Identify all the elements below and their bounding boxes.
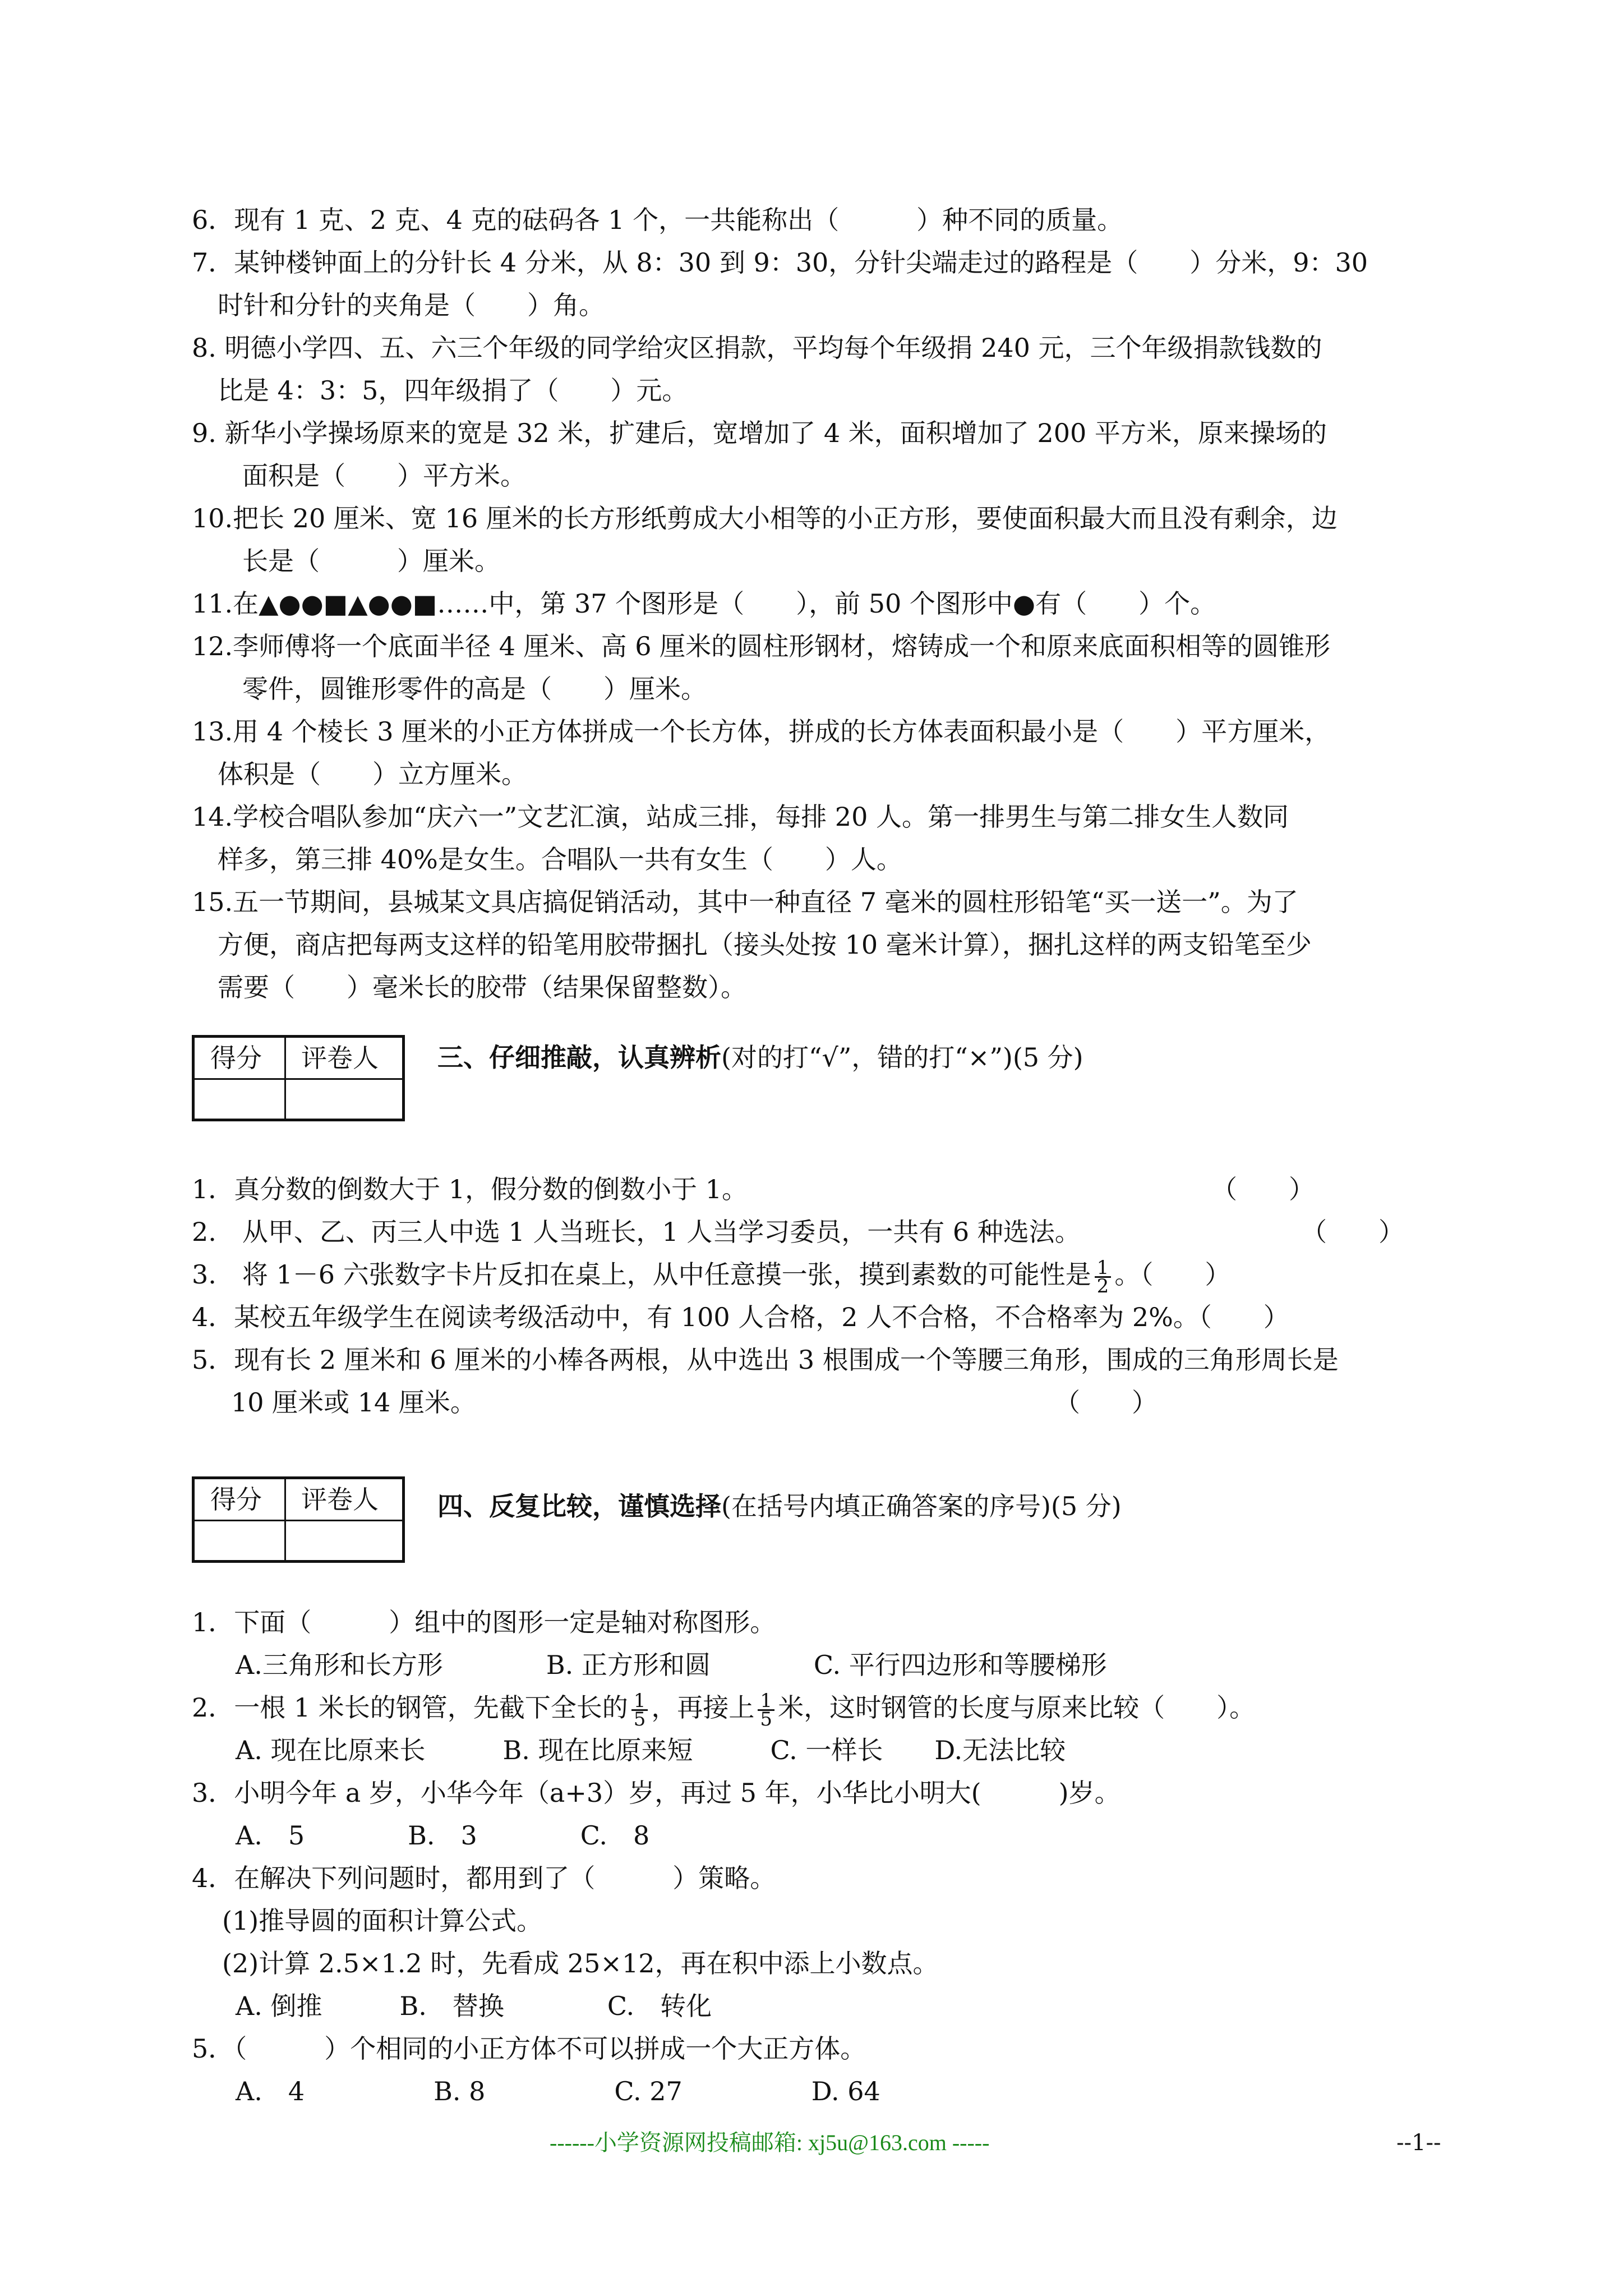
question-12-line1: 12.李师傅将一个底面半径 4 厘米、高 6 厘米的圆柱形钢材，熔铸成一个和原来底面积相等的圆锥形 <box>192 631 1331 661</box>
s4-question-2-text-mid: ，再接上 <box>651 1692 755 1723</box>
score-box-divider <box>195 1520 402 1521</box>
question-13-line1: 13.用 4 个棱长 3 厘米的小正方体拼成一个长方体，拼成的长方体表面积最小是（ ）平方厘米， <box>192 716 1331 747</box>
s4-question-2-text-end: 米，这时钢管的长度与原来比较（ ）。 <box>778 1692 1256 1723</box>
s3-question-5-answer-paren: （ ） <box>1054 1387 1158 1418</box>
fraction-one-fifth: $\frac{1}{5}$ <box>758 1692 774 1728</box>
s4-question-2-text: 2．一根 1 米长的钢管，先截下全长的 <box>192 1692 628 1723</box>
s4-question-1-options: A.三角形和长方形 B. 正方形和圆 C. 平行四边形和等腰梯形 <box>236 1650 1107 1680</box>
question-14-line1: 14.学校合唱队参加“庆六一”文艺汇演，站成三排，每排 20 人。第一排男生与第二排女生人数同 <box>192 802 1289 832</box>
score-label: 得分 <box>210 1043 262 1073</box>
question-14-line2: 样多，第三排 40%是女生。合唱队一共有女生（ ）人。 <box>218 844 902 875</box>
s3-question-2: 2. 从甲、乙、丙三人中选 1 人当班长，1 人当学习委员，一共有 6 种选法。 <box>192 1217 1081 1247</box>
section-4-title-rest: (在括号内填正确答案的序号)(5 分) <box>721 1491 1122 1521</box>
fraction-one-fifth: $\frac{1}{5}$ <box>631 1692 648 1728</box>
footer-email: ------小学资源网投稿邮箱: xj5u@163.com ----- <box>550 2130 990 2155</box>
s4-question-4: 4．在解决下列问题时，都用到了（ ）策略。 <box>192 1863 776 1893</box>
grader-label: 评卷人 <box>301 1043 379 1073</box>
section-3-title-rest: (对的打“√”，错的打“×”)(5 分) <box>721 1042 1083 1073</box>
question-12-line2: 零件，圆锥形零件的高是（ ）厘米。 <box>242 674 707 704</box>
score-box-divider <box>195 1078 402 1080</box>
question-6: 6．现有 1 克、2 克、4 克的砝码各 1 个，一共能称出（ ）种不同的质量。 <box>192 205 1123 235</box>
section-3-title-bold: 三、仔细推敲，认真辨析 <box>437 1042 721 1073</box>
question-15-line2: 方便，商店把每两支这样的铅笔用胶带捆扎（接头处按 10 毫米计算），捆扎这样的两支铅笔至少 <box>218 930 1312 960</box>
question-10-line2: 长是（ ）厘米。 <box>242 546 500 576</box>
score-box-section-4 <box>192 1476 405 1563</box>
s3-question-3 <box>192 1256 1231 1297</box>
score-box-section-3 <box>192 1035 405 1121</box>
s4-question-3: 3．小明今年 a 岁，小华今年（a+3）岁，再过 5 年，小华比小明大( )岁。 <box>192 1778 1121 1808</box>
s3-question-2-answer-paren: （ ） <box>1301 1217 1404 1247</box>
fraction-one-half: $\frac{1}{2}$ <box>1095 1259 1112 1295</box>
s3-question-5-line1: 5．现有长 2 厘米和 6 厘米的小棒各两根，从中选出 3 根围成一个等腰三角形，围成的三角形周长是 <box>192 1345 1339 1375</box>
question-7-line1: 7．某钟楼钟面上的分针长 4 分米，从 8：30 到 9：30，分针尖端走过的路程是（ ）分米，9：30 <box>192 247 1368 278</box>
question-15-line3: 需要（ ）毫米长的胶带（结果保留整数）。 <box>218 972 746 1002</box>
s3-question-3-answer-paren: 。（ ） <box>1114 1259 1231 1290</box>
s4-question-4-item-2: (2)计算 2.5×1.2 时，先看成 25×12，再在积中添上小数点。 <box>222 1948 939 1978</box>
question-7-line2: 时针和分针的夹角是（ ）角。 <box>218 290 605 320</box>
section-4-title <box>437 1489 1122 1523</box>
s4-question-2-options: A. 现在比原来长 B. 现在比原来短 C. 一样长 D.无法比较 <box>236 1735 1066 1765</box>
question-9-line1: 9. 新华小学操场原来的宽是 32 米，扩建后，宽增加了 4 米，面积增加了 200 平方米，原来操场的 <box>192 418 1327 448</box>
question-15-line1: 15.五一节期间，县城某文具店搞促销活动，其中一种直径 7 毫米的圆柱形铅笔“买一送一”。为了 <box>192 887 1298 917</box>
s4-question-4-options: A. 倒推 B. 替换 C. 转化 <box>236 1991 712 2021</box>
s3-question-1-answer-paren: （ ） <box>1211 1174 1315 1204</box>
page-number: --1-- <box>1396 2130 1441 2156</box>
question-13-line2: 体积是（ ）立方厘米。 <box>218 759 527 789</box>
s4-question-4-item-1: (1)推导圆的面积计算公式。 <box>222 1906 543 1936</box>
s4-question-2 <box>192 1689 1256 1731</box>
question-9-line2: 面积是（ ）平方米。 <box>242 461 526 491</box>
score-box-divider <box>284 1479 286 1560</box>
section-4-title-bold: 四、反复比较，谨慎选择 <box>437 1491 721 1521</box>
score-label: 得分 <box>210 1484 262 1515</box>
s3-question-5-line2: 10 厘米或 14 厘米。 <box>231 1387 476 1418</box>
grader-label: 评卷人 <box>301 1484 379 1515</box>
question-11: 11.在▲●●■▲●●■……中，第 37 个图形是（ ），前 50 个图形中●有（ ）个。 <box>192 588 1216 619</box>
s4-question-5-options: A. 4 B. 8 C. 27 D. 64 <box>236 2076 880 2106</box>
question-8-line1: 8. 明德小学四、五、六三个年级的同学给灾区捐款，平均每个年级捐 240 元，三个年级捐款钱数的 <box>192 333 1322 363</box>
question-8-line2: 比是 4：3：5，四年级捐了（ ）元。 <box>218 375 688 406</box>
score-box-divider <box>284 1038 286 1119</box>
s4-question-3-options: A. 5 B. 3 C. 8 <box>236 1820 650 1851</box>
s3-question-1: 1．真分数的倒数大于 1，假分数的倒数小于 1。 <box>192 1174 748 1204</box>
s4-question-1: 1．下面（ ）组中的图形一定是轴对称图形。 <box>192 1607 776 1637</box>
s3-question-3-text: 3. 将 1－6 六张数字卡片反扣在桌上，从中任意摸一张，摸到素数的可能性是 <box>192 1259 1091 1290</box>
s4-question-5: 5．（ ）个相同的小正方体不可以拼成一个大正方体。 <box>192 2033 866 2064</box>
s3-question-4: 4．某校五年级学生在阅读考级活动中，有 100 人合格，2 人不合格，不合格率为 2%。（ ） <box>192 1302 1289 1332</box>
question-10-line1: 10.把长 20 厘米、宽 16 厘米的长方形纸剪成大小相等的小正方形，要使面积最大而且没有剩余，边 <box>192 503 1338 533</box>
section-3-title <box>437 1041 1083 1074</box>
